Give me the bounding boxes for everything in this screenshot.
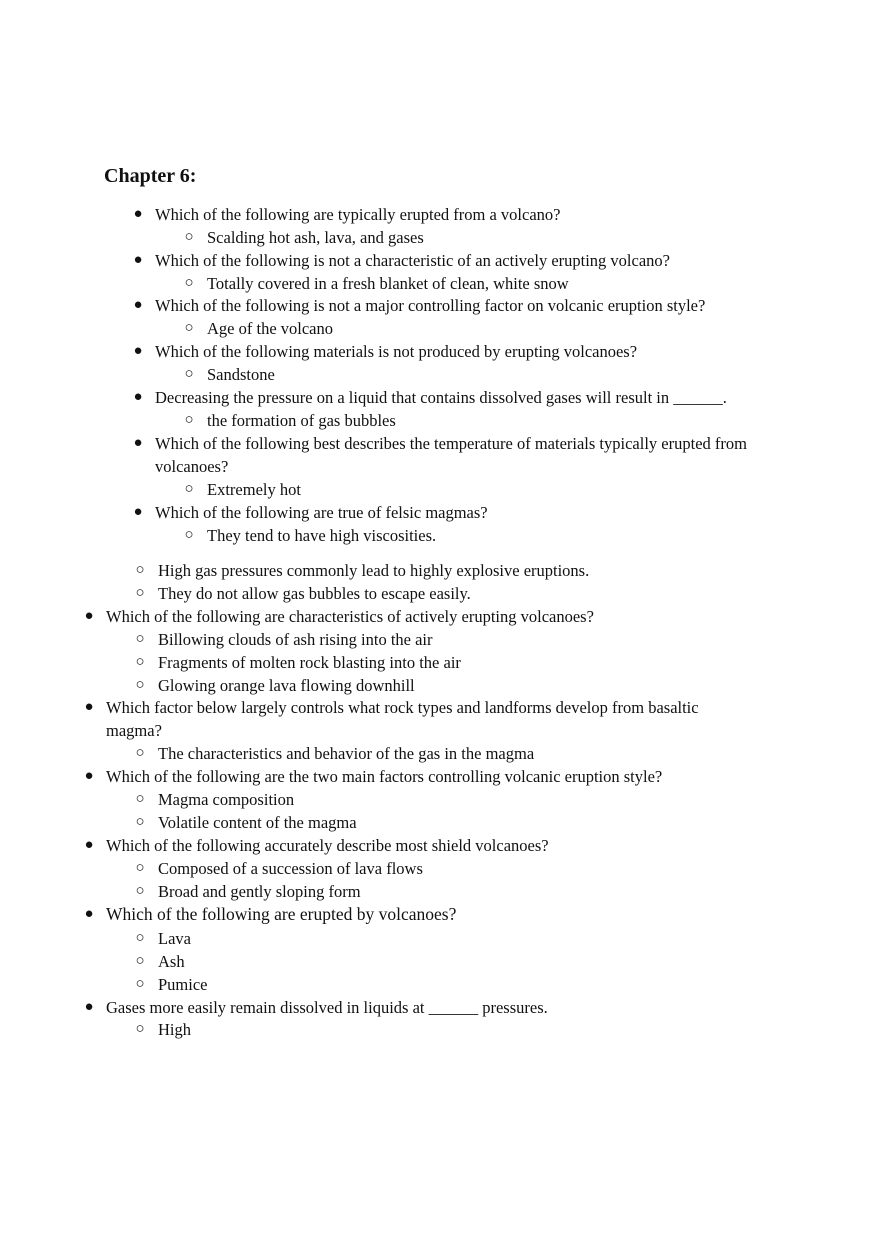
sub-bullet-icon: ○ [135, 953, 145, 969]
answer-item [135, 811, 357, 834]
sub-bullet-icon: ○ [184, 412, 194, 428]
answer-item [184, 478, 301, 501]
answer-text: Totally covered in a fresh blanket of clean, white snow [207, 274, 569, 293]
sub-bullet-icon: ○ [135, 677, 145, 693]
sub-bullet-icon: ○ [184, 366, 194, 382]
question-text: Which of the following materials is not produced by erupting volcanoes? [155, 342, 638, 361]
question-text: Which of the following are the two main factors controlling volcanic eruption style? [106, 767, 663, 786]
sub-bullet-icon: ○ [135, 814, 145, 830]
question-text: Which of the following are characteristics of actively erupting volcanoes? [106, 607, 594, 626]
bullet-icon: ● [84, 768, 94, 784]
bullet-icon: ● [84, 699, 94, 715]
question-text: Which of the following are typically erupted from a volcano? [155, 205, 561, 224]
bullet-icon: ● [84, 999, 94, 1015]
sub-bullet-icon: ○ [184, 527, 194, 543]
question-item [133, 386, 727, 409]
question-text: Which factor below largely controls what rock types and landforms develop from basaltic magma? [106, 698, 699, 740]
sub-bullet-icon: ○ [184, 229, 194, 245]
sub-bullet-icon: ○ [135, 791, 145, 807]
sub-bullet-icon: ○ [135, 976, 145, 992]
answer-text: Age of the volcano [207, 319, 333, 338]
answer-item [135, 651, 461, 674]
answer-text: Scalding hot ash, lava, and gases [207, 228, 424, 247]
answer-item [135, 1018, 191, 1041]
question-item [84, 696, 746, 742]
question-text: Which of the following are erupted by volcanoes? [106, 904, 457, 924]
answer-text: Glowing orange lava flowing downhill [158, 676, 415, 695]
answer-item [184, 272, 569, 295]
bullet-icon: ● [133, 389, 143, 405]
answer-item [184, 409, 396, 432]
answer-text: They do not allow gas bubbles to escape easily. [158, 584, 471, 603]
answer-text: Fragments of molten rock blasting into the air [158, 653, 461, 672]
answer-item [184, 317, 333, 340]
answer-text: Pumice [158, 975, 208, 994]
answer-item [135, 880, 361, 903]
answer-text: They tend to have high viscosities. [207, 526, 437, 545]
answer-item [135, 742, 535, 765]
answer-text: Broad and gently sloping form [158, 882, 361, 901]
sub-bullet-icon: ○ [135, 631, 145, 647]
answer-text: Ash [158, 952, 185, 971]
question-item [84, 834, 549, 857]
answer-text: Lava [158, 929, 191, 948]
answer-text: High gas pressures commonly lead to highly explosive eruptions. [158, 561, 590, 580]
bullet-icon: ● [133, 435, 143, 451]
sub-bullet-icon: ○ [135, 1021, 145, 1037]
answer-item [184, 226, 424, 249]
question-item [133, 432, 785, 478]
answer-item [135, 559, 590, 582]
answer-item [135, 950, 185, 973]
question-item [84, 996, 548, 1019]
answer-item [135, 857, 423, 880]
sub-bullet-icon: ○ [135, 883, 145, 899]
answer-text: the formation of gas bubbles [207, 411, 396, 430]
answer-item [135, 927, 191, 950]
sub-bullet-icon: ○ [135, 930, 145, 946]
sub-bullet-icon: ○ [184, 481, 194, 497]
sub-bullet-icon: ○ [135, 745, 145, 761]
bullet-icon: ● [133, 343, 143, 359]
question-text: Decreasing the pressure on a liquid that contains dissolved gases will result in ______. [155, 388, 727, 407]
sub-bullet-icon: ○ [135, 860, 145, 876]
sub-bullet-icon: ○ [184, 275, 194, 291]
answer-text: Billowing clouds of ash rising into the air [158, 630, 433, 649]
question-text: Which of the following is not a major controlling factor on volcanic eruption style? [155, 296, 706, 315]
bullet-icon: ● [133, 504, 143, 520]
question-item [84, 903, 457, 926]
answer-item [135, 582, 471, 605]
question-text: Which of the following best describes the temperature of materials typically erupted from volcanoes? [155, 434, 747, 476]
question-text: Which of the following accurately describe most shield volcanoes? [106, 836, 549, 855]
answer-text: Composed of a succession of lava flows [158, 859, 423, 878]
question-item [133, 249, 670, 272]
answer-item [135, 788, 295, 811]
question-text: Which of the following is not a characteristic of an actively erupting volcano? [155, 251, 670, 270]
answer-item [184, 363, 275, 386]
bullet-icon: ● [84, 837, 94, 853]
answer-item [135, 628, 433, 651]
question-item [133, 294, 706, 317]
question-item [84, 765, 663, 788]
sub-bullet-icon: ○ [135, 585, 145, 601]
answer-text: Extremely hot [207, 480, 301, 499]
chapter-title: Chapter 6: [104, 165, 197, 187]
question-text: Which of the following are true of felsic magmas? [155, 503, 488, 522]
question-item [84, 605, 594, 628]
bullet-icon: ● [84, 906, 94, 922]
answer-item [135, 973, 208, 996]
sub-bullet-icon: ○ [135, 654, 145, 670]
question-item [133, 501, 488, 524]
answer-text: Sandstone [207, 365, 275, 384]
question-item [133, 203, 561, 226]
answer-item [184, 524, 437, 547]
answer-text: High [158, 1020, 191, 1039]
sub-bullet-icon: ○ [184, 320, 194, 336]
answer-text: The characteristics and behavior of the gas in the magma [158, 744, 535, 763]
bullet-icon: ● [133, 206, 143, 222]
answer-item [135, 674, 415, 697]
question-text: Gases more easily remain dissolved in liquids at ______ pressures. [106, 998, 548, 1017]
bullet-icon: ● [133, 297, 143, 313]
sub-bullet-icon: ○ [135, 562, 145, 578]
bullet-icon: ● [133, 252, 143, 268]
bullet-icon: ● [84, 608, 94, 624]
answer-text: Volatile content of the magma [158, 813, 357, 832]
question-item [133, 340, 638, 363]
answer-text: Magma composition [158, 790, 295, 809]
